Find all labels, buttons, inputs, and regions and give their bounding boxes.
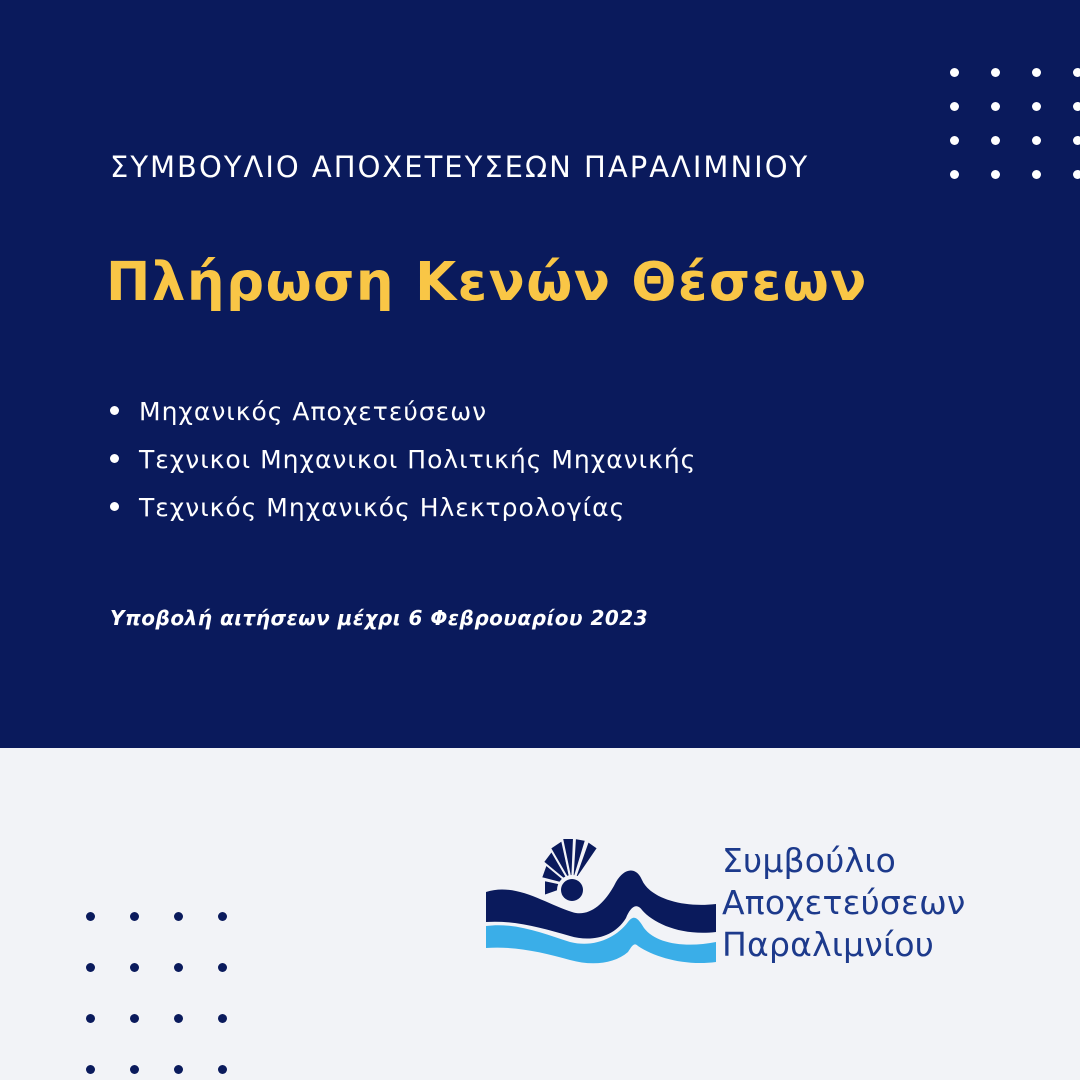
dot — [1073, 136, 1080, 145]
position-label: Μηχανικός Αποχετεύσεων — [139, 397, 488, 426]
dot — [130, 912, 139, 921]
list-item — [110, 484, 696, 532]
logo-line: Παραλιμνίου — [722, 925, 935, 964]
dot — [950, 136, 959, 145]
dot — [86, 1065, 95, 1074]
dot — [218, 963, 227, 972]
dot — [86, 1014, 95, 1023]
dot — [130, 963, 139, 972]
dot — [991, 136, 1000, 145]
dot — [174, 912, 183, 921]
dot — [1032, 170, 1041, 179]
dot — [130, 1065, 139, 1074]
dot — [950, 170, 959, 179]
dot — [174, 1065, 183, 1074]
logo-line: Αποχετεύσεων — [722, 883, 966, 922]
dot — [991, 170, 1000, 179]
dot — [218, 1065, 227, 1074]
dot — [1073, 102, 1080, 111]
dot — [174, 963, 183, 972]
dot — [1073, 68, 1080, 77]
dot — [218, 912, 227, 921]
decorative-dots-bottom-left — [86, 912, 227, 1074]
dot — [950, 102, 959, 111]
bullet-icon — [110, 454, 119, 463]
dot — [218, 1014, 227, 1023]
dot — [130, 1014, 139, 1023]
organization-title: ΣΥΜΒΟΥΛΙΟ ΑΠΟΧΕΤΕΥΣΕΩΝ ΠΑΡΑΛΙΜΝΙΟΥ — [110, 150, 810, 184]
bullet-icon — [110, 406, 119, 415]
dot — [1032, 102, 1041, 111]
position-label: Τεχνικός Μηχανικός Ηλεκτρολογίας — [139, 493, 626, 522]
dot — [174, 1014, 183, 1023]
dot — [1073, 170, 1080, 179]
logo-line: Συμβούλιο — [722, 841, 896, 880]
dot — [86, 963, 95, 972]
deadline-text: Υποβολή αιτήσεων μέχρι 6 Φεβρουαρίου 2023 — [110, 606, 649, 630]
page-title: Πλήρωση Κενών Θέσεων — [106, 252, 868, 313]
sewerage-board-logo-icon — [486, 838, 716, 964]
list-item — [110, 388, 696, 436]
dot — [86, 912, 95, 921]
logo-wordmark — [722, 840, 966, 966]
decorative-dots-top-right — [950, 68, 1080, 179]
dot — [991, 68, 1000, 77]
dot — [991, 102, 1000, 111]
dot — [950, 68, 959, 77]
position-label: Τεχνικοι Μηχανικοι Πολιτικής Μηχανικής — [139, 445, 697, 474]
list-item — [110, 436, 696, 484]
bullet-icon — [110, 502, 119, 511]
dot — [1032, 68, 1041, 77]
dot — [1032, 136, 1041, 145]
positions-list — [110, 388, 696, 532]
